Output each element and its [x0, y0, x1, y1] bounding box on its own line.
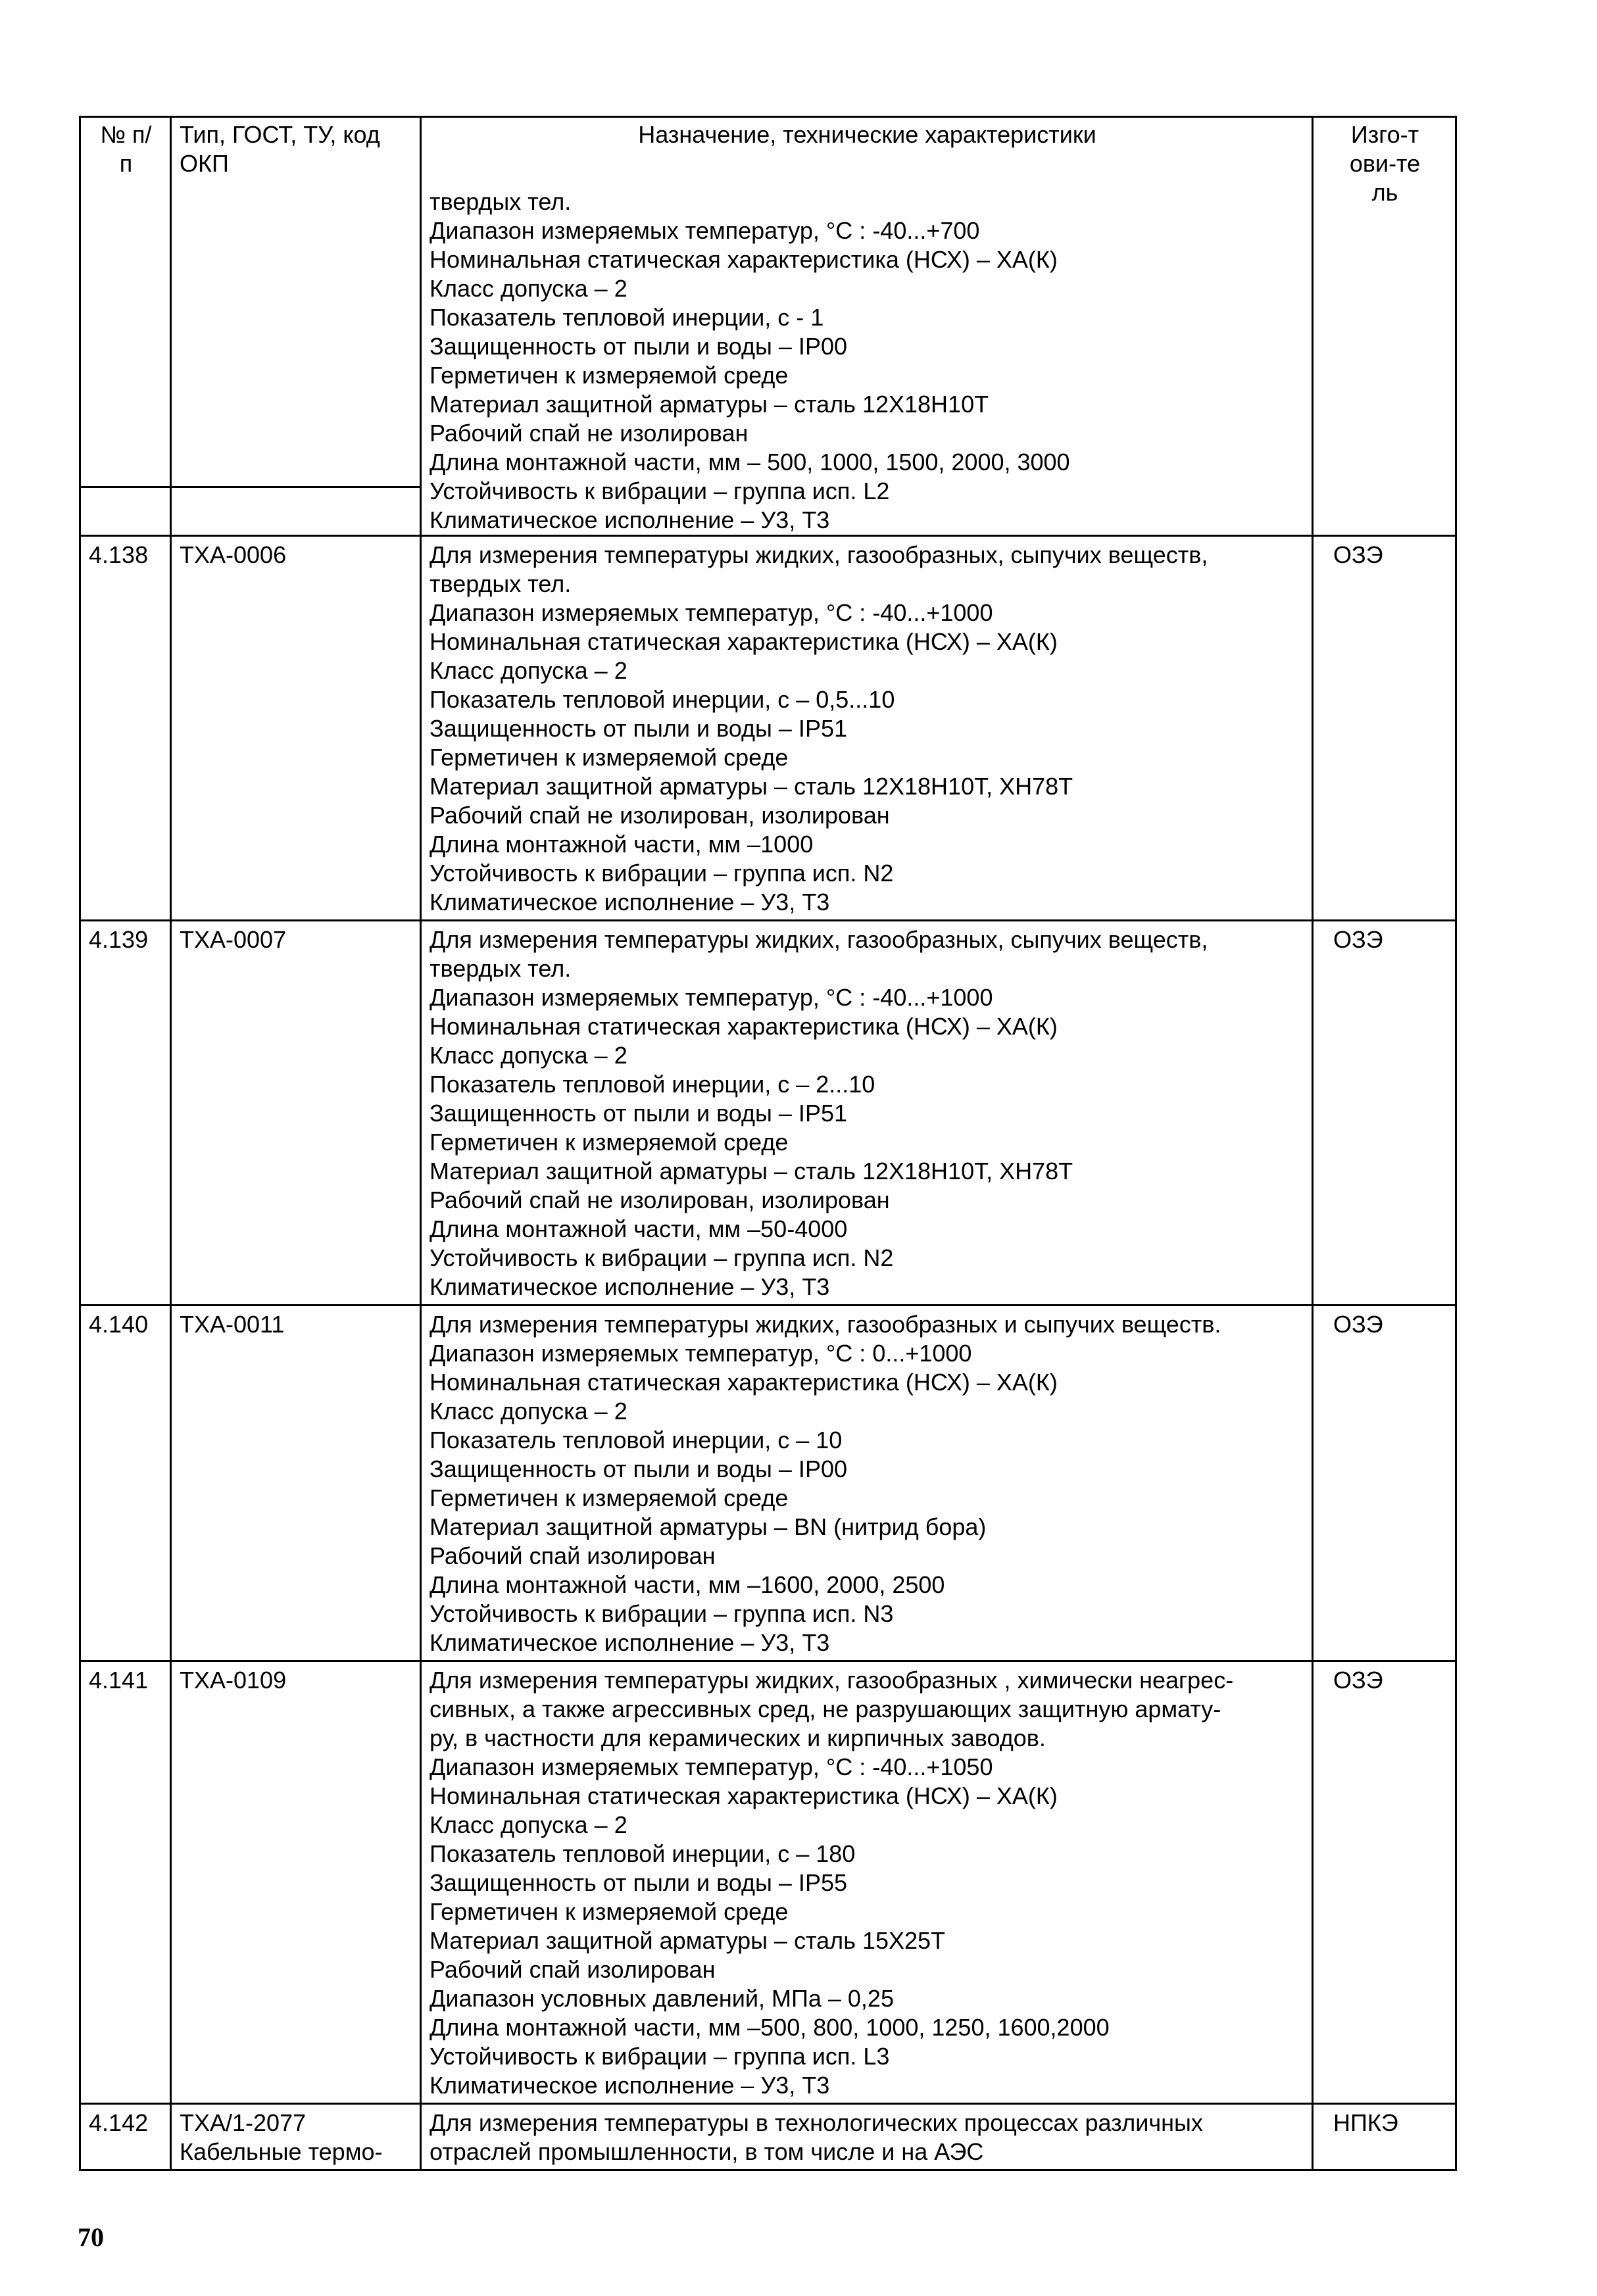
header-num: № п/п: [80, 117, 171, 487]
type-line: Кабельные термо-: [180, 2138, 383, 2165]
desc-line: Для измерения температуры в технологических процессах различных: [430, 2109, 1203, 2136]
desc-line: Устойчивость к вибрации – группа исп. N2: [430, 1244, 894, 1271]
desc-line: отраслей промышленности, в том числе и на АЭС: [430, 2138, 984, 2165]
row-number: 4.138: [80, 536, 171, 921]
desc-line: Устойчивость к вибрации – группа исп. L2: [430, 477, 890, 504]
desc-line: Класс допуска – 2: [430, 1042, 627, 1069]
continued-num: [80, 487, 171, 536]
desc-line: Показатель тепловой инерции, с – 10: [430, 1427, 843, 1453]
desc-line: Защищенность от пыли и воды – IP51: [430, 1100, 847, 1127]
continued-desc: [430, 187, 1305, 535]
row-description: [421, 1306, 1313, 1661]
desc-line: Номинальная статическая характеристика (НСХ) – ХА(К): [430, 628, 1058, 655]
header-mfr: Изго-тови-тель: [1313, 117, 1456, 536]
table-row: [80, 536, 1456, 921]
desc-line: ру, в частности для керамических и кирпичных заводов.: [430, 1724, 1046, 1751]
header-row: [80, 117, 1456, 487]
desc-line: Защищенность от пыли и воды – IP00: [430, 1455, 847, 1482]
desc-line: Длина монтажной части, мм –50-4000: [430, 1215, 848, 1242]
continued-type: [171, 487, 421, 536]
desc-line: Материал защитной арматуры – сталь 12Х18Н10Т, ХН78Т: [430, 1158, 1073, 1185]
row-description: [421, 921, 1313, 1306]
row-type: ТХА-0011: [171, 1306, 421, 1661]
row-type: ТХА-0006: [171, 536, 421, 921]
row-number: 4.142: [80, 2104, 171, 2170]
desc-line: Устойчивость к вибрации – группа исп. L3: [430, 2043, 890, 2070]
row-manufacturer: ОЗЭ: [1313, 1661, 1456, 2104]
desc-line: Диапазон измеряемых температур, °С : 0...+1000: [430, 1340, 972, 1367]
desc-line: Защищенность от пыли и воды – IP55: [430, 1869, 847, 1896]
desc-line: Устойчивость к вибрации – группа исп. N2: [430, 860, 894, 887]
desc-line: Климатическое исполнение – У3, Т3: [430, 1629, 830, 1656]
desc-line: Номинальная статическая характеристика (НСХ) – ХА(К): [430, 1013, 1058, 1040]
table-row: [80, 2104, 1456, 2170]
row-type: ТХА-0007: [171, 921, 421, 1306]
row-manufacturer: ОЗЭ: [1313, 1306, 1456, 1661]
row-number: 4.141: [80, 1661, 171, 2104]
desc-line: Длина монтажной части, мм –1600, 2000, 2500: [430, 1571, 945, 1598]
desc-line: Герметичен к измеряемой среде: [430, 744, 789, 771]
row-manufacturer: НПКЭ: [1313, 2104, 1456, 2170]
row-description: [421, 2104, 1313, 2170]
desc-line: Показатель тепловой инерции, с – 2...10: [430, 1071, 875, 1098]
row-number: 4.139: [80, 921, 171, 1306]
row-type: [171, 2104, 421, 2170]
page-number: 70: [78, 2222, 104, 2252]
desc-line: сивных, а также агрессивных сред, не разрушающих защитную армату-: [430, 1696, 1221, 1722]
desc-line: Длина монтажной части, мм –1000: [430, 831, 814, 858]
desc-line: Герметичен к измеряемой среде: [430, 1898, 789, 1925]
desc-line: Рабочий спай не изолирован: [430, 420, 749, 447]
desc-line: Для измерения температуры жидких, газообразных, сыпучих веществ,: [430, 541, 1208, 568]
desc-line: Длина монтажной части, мм – 500, 1000, 1500, 2000, 3000: [430, 449, 1070, 476]
desc-line: Класс допуска – 2: [430, 657, 627, 684]
desc-line: Показатель тепловой инерции, с – 0,5...10: [430, 686, 895, 713]
desc-line: Для измерения температуры жидких, газообразных, сыпучих веществ,: [430, 926, 1208, 953]
desc-line: Защищенность от пыли и воды – IP51: [430, 715, 847, 742]
table-row: [80, 1661, 1456, 2104]
desc-line: Класс допуска – 2: [430, 1398, 627, 1425]
desc-line: Рабочий спай не изолирован, изолирован: [430, 1186, 890, 1213]
desc-line: Номинальная статическая характеристика (НСХ) – ХА(К): [430, 1782, 1058, 1809]
desc-line: твердых тел.: [430, 188, 572, 215]
table-row: [80, 921, 1456, 1306]
type-line: ТХА/1-2077: [180, 2109, 307, 2136]
desc-line: Герметичен к измеряемой среде: [430, 362, 789, 389]
row-manufacturer: ОЗЭ: [1313, 536, 1456, 921]
header-type: Тип, ГОСТ, ТУ, код ОКП: [171, 117, 421, 487]
desc-line: Диапазон измеряемых температур, °С : -40...+1000: [430, 599, 993, 626]
header-desc: Назначение, технические характеристики: [638, 121, 1096, 148]
desc-line: Климатическое исполнение – У3, Т3: [430, 506, 830, 533]
table-row: [80, 1306, 1456, 1661]
desc-line: Герметичен к измеряемой среде: [430, 1129, 789, 1156]
header-desc-cell: [421, 117, 1313, 536]
desc-line: Рабочий спай изолирован: [430, 1956, 716, 1983]
desc-line: Длина монтажной части, мм –500, 800, 1000, 1250, 1600,2000: [430, 2014, 1110, 2041]
desc-line: твердых тел.: [430, 955, 572, 982]
desc-line: Защищенность от пыли и воды – IP00: [430, 333, 847, 360]
desc-line: Диапазон измеряемых температур, °С : -40...+1000: [430, 984, 993, 1011]
desc-line: Показатель тепловой инерции, с – 180: [430, 1840, 856, 1867]
desc-line: Для измерения температуры жидких, газообразных , химически неагрес-: [430, 1667, 1234, 1694]
desc-line: Герметичен к измеряемой среде: [430, 1484, 789, 1511]
desc-line: Класс допуска – 2: [430, 1811, 627, 1838]
row-description: [421, 1661, 1313, 2104]
row-description: [421, 536, 1313, 921]
desc-line: Материал защитной арматуры – сталь 15Х25Т: [430, 1927, 946, 1954]
desc-line: Материал защитной арматуры – сталь 12Х18Н10Т, ХН78Т: [430, 773, 1073, 800]
desc-line: Климатическое исполнение – У3, Т3: [430, 889, 830, 916]
desc-line: Показатель тепловой инерции, с - 1: [430, 304, 824, 331]
desc-line: Рабочий спай не изолирован, изолирован: [430, 802, 890, 829]
desc-line: Номинальная статическая характеристика (НСХ) – ХА(К): [430, 246, 1058, 273]
desc-line: Класс допуска – 2: [430, 275, 627, 302]
row-type: ТХА-0109: [171, 1661, 421, 2104]
desc-line: Номинальная статическая характеристика (НСХ) – ХА(К): [430, 1369, 1058, 1396]
spec-table: [79, 116, 1457, 2171]
desc-line: Материал защитной арматуры – BN (нитрид бора): [430, 1513, 987, 1540]
desc-line: Диапазон измеряемых температур, °С : -40...+700: [430, 217, 980, 244]
desc-line: Климатическое исполнение – У3, Т3: [430, 2072, 830, 2099]
desc-line: Климатическое исполнение – У3, Т3: [430, 1273, 830, 1300]
row-manufacturer: ОЗЭ: [1313, 921, 1456, 1306]
desc-line: твердых тел.: [430, 570, 572, 597]
desc-line: Материал защитной арматуры – сталь 12Х18Н10Т: [430, 391, 989, 418]
desc-line: Диапазон условных давлений, МПа – 0,25: [430, 1985, 894, 2012]
desc-line: Диапазон измеряемых температур, °С : -40...+1050: [430, 1753, 993, 1780]
desc-line: Рабочий спай изолирован: [430, 1542, 716, 1569]
row-number: 4.140: [80, 1306, 171, 1661]
desc-line: Для измерения температуры жидких, газообразных и сыпучих веществ.: [430, 1311, 1221, 1338]
desc-line: Устойчивость к вибрации – группа исп. N3: [430, 1600, 894, 1627]
